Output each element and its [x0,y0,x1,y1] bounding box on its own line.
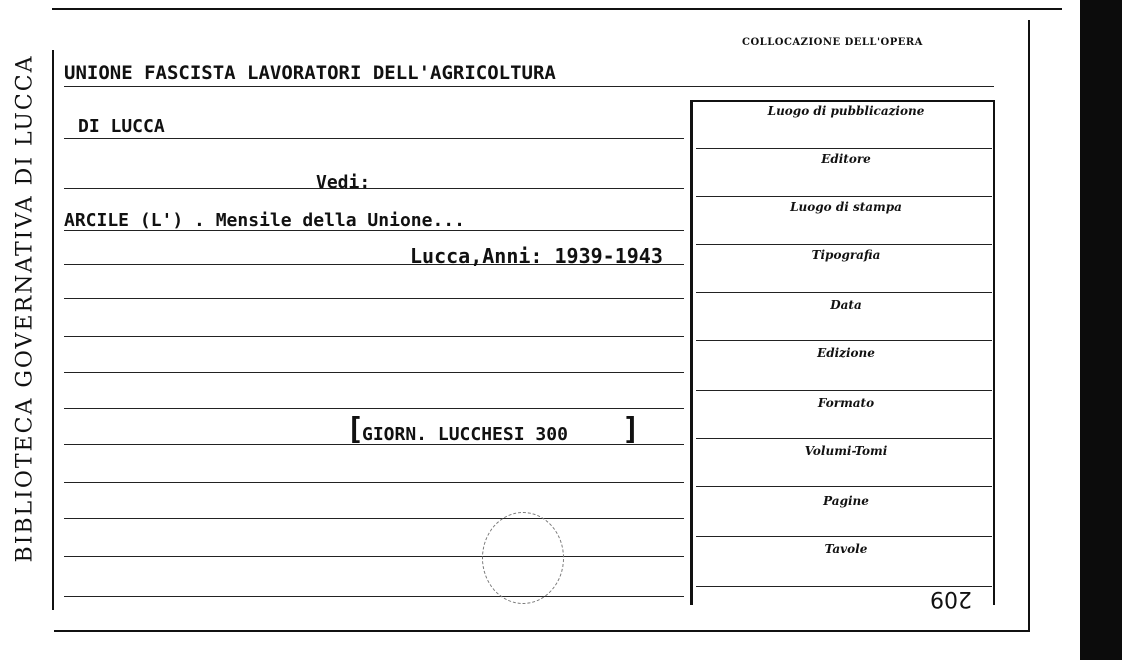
typed-line-1: UNIONE FASCISTA LAVORATORI DELL'AGRICOLTURA [64,62,556,84]
stamp-number: 209 [930,586,972,611]
institution-label-text: BIBLIOTECA GOVERNATIVA DI LUCCA [12,54,38,562]
typed-line-4: ARCILE (L') . Mensile della Unione... [64,210,465,231]
ruled-line [64,556,684,557]
field-edizione: Edizione [817,346,875,360]
ruled-line [64,408,684,409]
ruled-line [64,86,994,87]
field-line [696,340,992,341]
typed-line-2: DI LUCCA [78,116,165,137]
field-tavole: Tavole [824,542,868,556]
field-luogo-pubblicazione: Luogo di pubblicazione [767,104,925,118]
field-tipografia: Tipografia [811,248,881,262]
institution-label [4,8,46,608]
ruled-line [64,138,684,139]
collocazione-header: COLLOCAZIONE DELL'OPERA [742,37,923,48]
ruled-line [64,482,684,483]
right-box-top [690,100,995,102]
card-top-border [52,8,1062,10]
field-pagine: Pagine [823,494,869,508]
card-left-border [52,50,54,610]
ruled-line [64,518,684,519]
ruled-line [64,372,684,373]
shelfmark: GIORN. LUCCHESI 300 [362,424,568,445]
field-line [696,536,992,537]
field-formato: Formato [817,396,875,410]
field-line [696,390,992,391]
punch-hole [482,512,564,604]
shelfmark-bracket-left: [ [346,412,365,447]
field-line [696,438,992,439]
scan-edge [1080,0,1122,660]
field-editore: Editore [821,152,871,166]
shelfmark-bracket-right: ] [622,412,641,447]
card-right-border [1028,20,1030,632]
field-data: Data [830,298,862,312]
field-line [696,148,992,149]
field-line [696,244,992,245]
card-bottom-border [54,630,1029,632]
typed-vedi: Vedi: [316,172,371,193]
typed-line-5: Lucca,Anni: 1939-1943 [410,244,663,268]
ruled-line [64,596,684,597]
field-luogo-stampa: Luogo di stampa [790,200,902,214]
field-line [696,486,992,487]
ruled-line [64,188,684,189]
field-volumi-tomi: Volumi-Tomi [804,444,888,458]
column-divider [690,100,693,605]
field-line [696,196,992,197]
ruled-line [64,298,684,299]
field-line [696,292,992,293]
ruled-line [64,336,684,337]
